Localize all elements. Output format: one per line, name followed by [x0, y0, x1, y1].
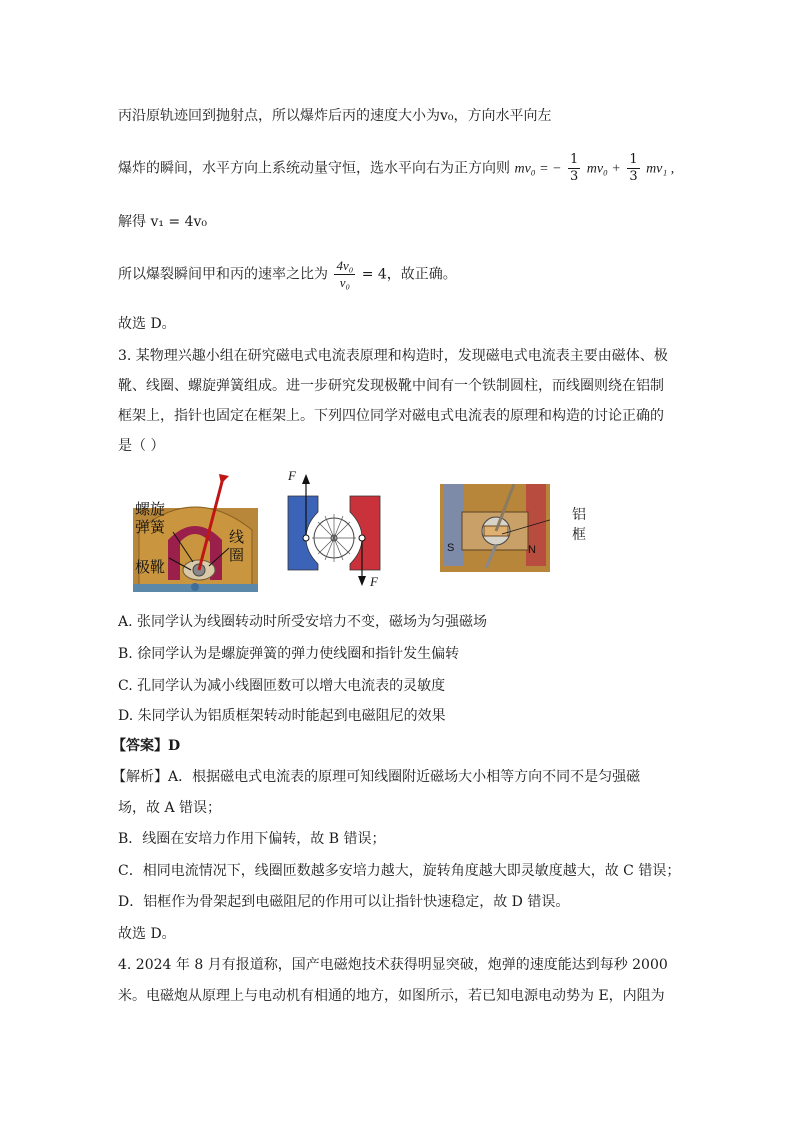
force-label-bottom: F	[370, 574, 378, 589]
pole-n-label: N	[528, 544, 536, 556]
question-4-line-2: 米。电磁炮从原理上与电动机有相通的地方，如图所示，若已知电源电动势为 E，内阻为	[118, 988, 665, 1004]
solution-line-3: 解得 v₁ = 4v₀	[118, 214, 208, 230]
analysis-b: B．线圈在安培力作用下偏转，故 B 错误；	[118, 831, 386, 847]
label-spring: 螺旋弹簧	[135, 500, 166, 536]
solution-line-1: 丙沿原轨迹回到抛射点，所以爆炸后丙的速度大小为v₀，方向水平向左	[118, 108, 552, 124]
question-3-line-2: 靴、线圈、螺旋弹簧组成。进一步研究发现极靴中间有一个铁制圆柱，而线圈则绕在铝制	[118, 378, 664, 394]
equation-lhs: mv₀ = −	[514, 161, 562, 177]
solution-conclusion: 故选 D。	[118, 316, 176, 332]
figure-magnetic-field	[284, 470, 394, 592]
fraction-one-third-b: $\frac{1}{3}$	[629, 152, 638, 184]
figure-galvanometer-1	[133, 470, 258, 596]
equation-mid: mv₀ +	[586, 161, 621, 177]
ratio-fraction: $\frac{\text{4v₀}}{\text{v₀}}$	[336, 258, 354, 290]
answer: 【答案】D	[112, 738, 181, 754]
label-coil: 线圈	[229, 528, 245, 564]
question-4-line-1: 4. 2024 年 8 月有报道称，国产电磁炮技术获得明显突破，炮弹的速度能达到每秒 2000	[118, 957, 668, 973]
solution-line-4	[118, 258, 457, 291]
label-pole-shoe: 极靴	[135, 558, 166, 576]
question-3-line-1: 3. 某物理兴趣小组在研究磁电式电流表原理和构造时，发现磁电式电流表主要由磁体、极	[118, 348, 668, 364]
analysis-a-line-2: 场，故 A 错误；	[118, 800, 222, 816]
option-a: A. 张同学认为线圈转动时所受安培力不变，磁场为匀强磁场	[118, 614, 488, 630]
question-3-line-4: 是（ ）	[118, 438, 165, 454]
question-3-line-3: 框架上，指针也固定在框架上。下列四位同学对磁电式电流表的原理和构造的讨论正确的	[118, 408, 664, 424]
line-4-end: = 4，故正确。	[361, 266, 457, 283]
figure-aluminum-frame	[440, 484, 586, 576]
option-c: C. 孔同学认为减小线圈匝数可以增大电流表的灵敏度	[118, 678, 446, 694]
line-2-text: 爆炸的瞬间，水平方向上系统动量守恒，选水平向右为正方向则	[118, 160, 510, 177]
pole-s-label: S	[447, 542, 455, 554]
analysis-conclusion: 故选 D。	[118, 926, 176, 942]
option-b: B. 徐同学认为是螺旋弹簧的弹力使线圈和指针发生偏转	[118, 646, 460, 662]
label-aluminum-frame: 铝框	[572, 507, 586, 543]
option-d: D. 朱同学认为铝质框架转动时能起到电磁阻尼的效果	[118, 708, 446, 724]
force-label-top: F	[288, 468, 296, 483]
solution-line-2	[118, 152, 674, 185]
equation-end: mv₁ ,	[646, 161, 675, 177]
analysis-a-line-1: 【解析】A．根据磁电式电流表的原理可知线圈附近磁场大小相等方向不同不是匀强磁	[112, 769, 641, 785]
fraction-one-third-a: $\frac{1}{3}$	[570, 152, 579, 184]
analysis-c: C．相同电流情况下，线圈匝数越多安培力越大，旋转角度越大即灵敏度越大，故 C 错误；	[118, 863, 681, 879]
line-4-text: 所以爆裂瞬间甲和丙的速率之比为	[118, 266, 328, 283]
analysis-d: D．铝框作为骨架起到电磁阻尼的作用可以让指针快速稳定，故 D 错误。	[118, 894, 570, 910]
